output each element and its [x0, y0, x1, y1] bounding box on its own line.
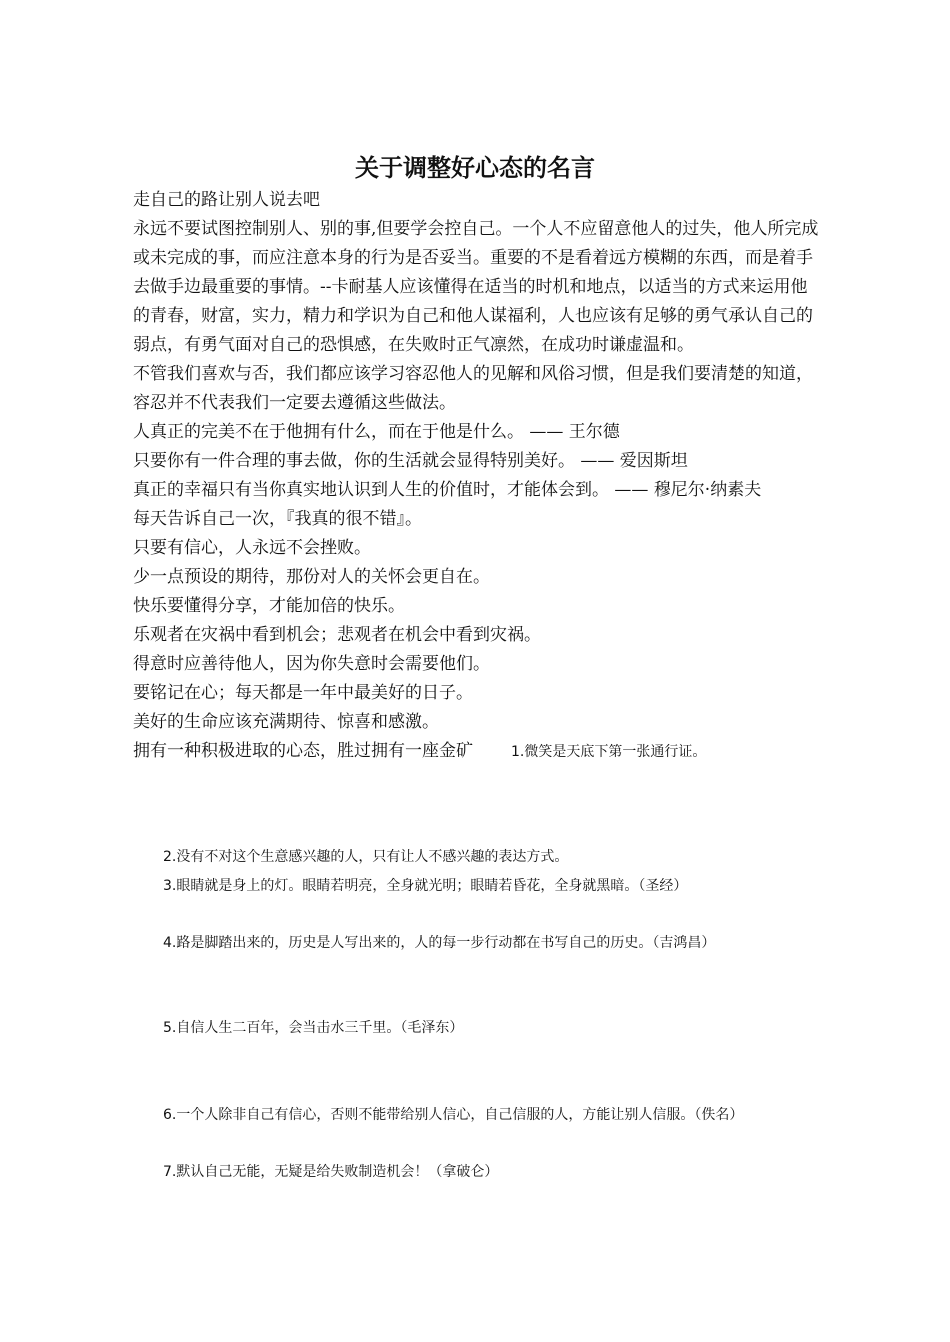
- quote-5: [163, 1017, 833, 1039]
- paragraph: 要铭记在心；每天都是一年中最美好的日子。: [133, 683, 473, 703]
- quote-number: 6.: [163, 1107, 177, 1123]
- paragraph: 快乐要懂得分享，才能加倍的快乐。: [133, 596, 405, 616]
- paragraph: 得意时应善待他人，因为你失意时会需要他们。: [133, 654, 490, 674]
- paragraph: 乐观者在灾祸中看到机会；悲观者在机会中看到灾祸。: [133, 625, 541, 645]
- quote-number: 1.: [511, 744, 525, 760]
- quote-4: [163, 932, 833, 954]
- quote-number: 5.: [163, 1020, 177, 1036]
- paragraph: 只要有信心，人永远不会挫败。: [133, 538, 371, 558]
- last-paragraph: [133, 737, 823, 767]
- quote-6: [163, 1104, 833, 1126]
- quote-text: 眼睛就是身上的灯。眼睛若明亮，全身就光明；眼睛若昏花，全身就黑暗。（圣经）: [176, 878, 688, 894]
- paragraph: 少一点预设的期待，那份对人的关怀会更自在。: [133, 567, 490, 587]
- body-text: [133, 186, 823, 767]
- quote-text: 自信人生二百年，会当击水三千里。（毛泽东）: [176, 1020, 464, 1036]
- quote-number: 2.: [163, 849, 177, 865]
- quote-text: 路是脚踏出来的，历史是人写出来的，人的每一步行动都在书写自己的历史。（吉鸿昌）: [176, 935, 716, 951]
- last-paragraph-text: 拥有一种积极进取的心态，胜过拥有一座金矿: [133, 741, 473, 761]
- paragraph: 每天告诉自己一次，『我真的很不错』。: [133, 509, 422, 529]
- quote-number: 3.: [163, 878, 177, 894]
- quote-text: 没有不对这个生意感兴趣的人，只有让人不感兴趣的表达方式。: [176, 849, 569, 865]
- paragraph: 人真正的完美不在于他拥有什么，而在于他是什么。 —— 王尔德: [133, 422, 620, 442]
- paragraph: 不管我们喜欢与否，我们都应该学习容忍他人的见解和风俗习惯，但是我们要清楚的知道，容忍并不代表我们一定要去遵循这些做法。: [133, 364, 813, 413]
- quote-1: [511, 744, 706, 760]
- page-title: 关于调整好心态的名言: [355, 153, 595, 182]
- paragraph: 美好的生命应该充满期待、惊喜和感激。: [133, 712, 439, 732]
- quote-3: [163, 875, 833, 897]
- quote-text: 微笑是天底下第一张通行证。: [524, 744, 707, 760]
- paragraph: 走自己的路让别人说去吧: [133, 190, 320, 210]
- quote-number: 7.: [163, 1164, 177, 1180]
- paragraph: 只要你有一件合理的事去做，你的生活就会显得特别美好。 —— 爱因斯坦: [133, 451, 688, 471]
- quote-2: [163, 846, 833, 868]
- quote-text: 一个人除非自己有信心，否则不能带给别人信心，自己信服的人，方能让别人信服。（佚名）: [176, 1107, 744, 1123]
- quote-text: 默认自己无能，无疑是给失败制造机会！（拿破仑）: [176, 1164, 499, 1180]
- paragraph: 永远不要试图控制别人、别的事,但要学会控自己。一个人不应留意他人的过失，他人所完成或未完成的事，而应注意本身的行为是否妥当。重要的不是看着远方模糊的东西，而是着手去做手边最重要的事情。--卡耐基人应该懂得在适当的时机和地点，以适当的方式来运用他的青春，财富，实力，精力和学识为自己和他人谋福利，人也应该有足够的勇气承认自己的弱点，有勇气面对自己的恐惧感，在失败时正气凛然，在成功时谦虚温和。: [133, 219, 819, 355]
- quote-number: 4.: [163, 935, 177, 951]
- quote-7: [163, 1161, 833, 1183]
- paragraph: 真正的幸福只有当你真实地认识到人生的价值时，才能体会到。 —— 穆尼尔·纳素夫: [133, 480, 762, 500]
